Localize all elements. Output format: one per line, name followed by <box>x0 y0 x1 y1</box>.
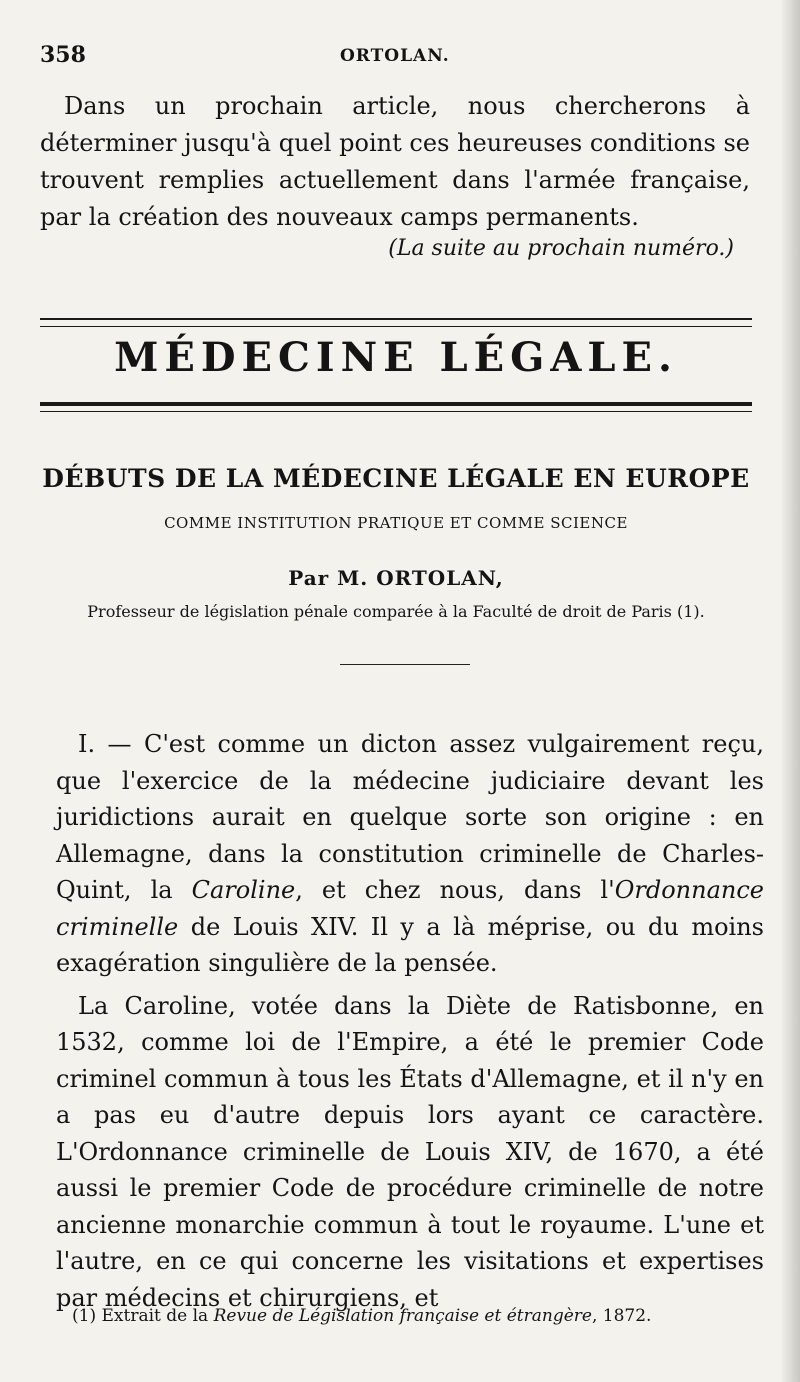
article-body <box>56 726 764 1316</box>
section-rule-bottom-2 <box>40 411 752 412</box>
article-subtitle: COMME INSTITUTION PRATIQUE ET COMME SCIENCE <box>164 514 628 532</box>
footnote-marker: (1) <box>72 1306 97 1326</box>
p1-italic-ordonnance: Ordonnance criminelle <box>56 876 765 941</box>
article-title: DÉBUTS DE LA MÉDECINE LÉGALE EN EUROPE <box>42 464 750 493</box>
page-number: 358 <box>40 42 86 68</box>
page-edge-shadow <box>780 0 800 1382</box>
p1-lead: I. — C'est comme un dicton assez vulgairement reçu, que l'exercice de la médecine judiciaire devant les juridictions aurait en quelque sorte son origine : en Allemagne, dans la constitution criminelle de Charles-Quint, la <box>56 730 764 904</box>
section-rule-top-2 <box>40 326 752 327</box>
running-title: ORTOLAN. <box>340 46 450 66</box>
body-paragraph-1 <box>56 726 764 982</box>
footnote-lead: Extrait de la <box>96 1306 214 1326</box>
footnote-italic-journal: Revue de Législation française et étrangère <box>213 1306 592 1326</box>
intro-paragraph: Dans un prochain article, nous chercherons à déterminer jusqu'à quel point ces heureuses conditions se trouvent remplies actuellement dans l'armée française, par la création des nouveaux camps permanents. <box>40 92 750 231</box>
separator-rule <box>340 664 470 665</box>
footnote-tail: , 1872. <box>591 1306 652 1326</box>
p1-mid: , et chez nous, dans l' <box>295 876 615 904</box>
section-rule-bottom-1 <box>40 402 752 406</box>
continuation-note: (La suite au prochain numéro.) <box>388 236 734 261</box>
body-paragraph-2: La Caroline, votée dans la Diète de Ratisbonne, en 1532, comme loi de l'Empire, a été le premier Code criminel commun à tous les États d'Allemagne, et il n'y en a pas eu d'autre depuis lors ayant ce caractère. L'Ordonnance criminelle de Louis XIV, de 1670, a été aussi le premier Code de procédure criminelle de notre ancienne monarchie commun à tout le royaume. L'une et l'autre, en ce qui concerne les visitations et expertises par médecins et chirurgiens, et <box>56 991 764 1312</box>
p1-italic-caroline: Caroline <box>191 876 296 904</box>
footnote <box>72 1306 752 1326</box>
article-byline: Par M. ORTOLAN, <box>288 566 504 590</box>
section-title: MÉDECINE LÉGALE. <box>114 334 678 381</box>
p1-tail: de Louis XIV. Il y a là méprise, ou du moins exagération singulière de la pensée. <box>56 912 764 977</box>
page-header <box>40 42 740 72</box>
author-affiliation: Professeur de législation pénale comparée à la Faculté de droit de Paris (1). <box>87 602 705 621</box>
section-rule-top-1 <box>40 318 752 320</box>
